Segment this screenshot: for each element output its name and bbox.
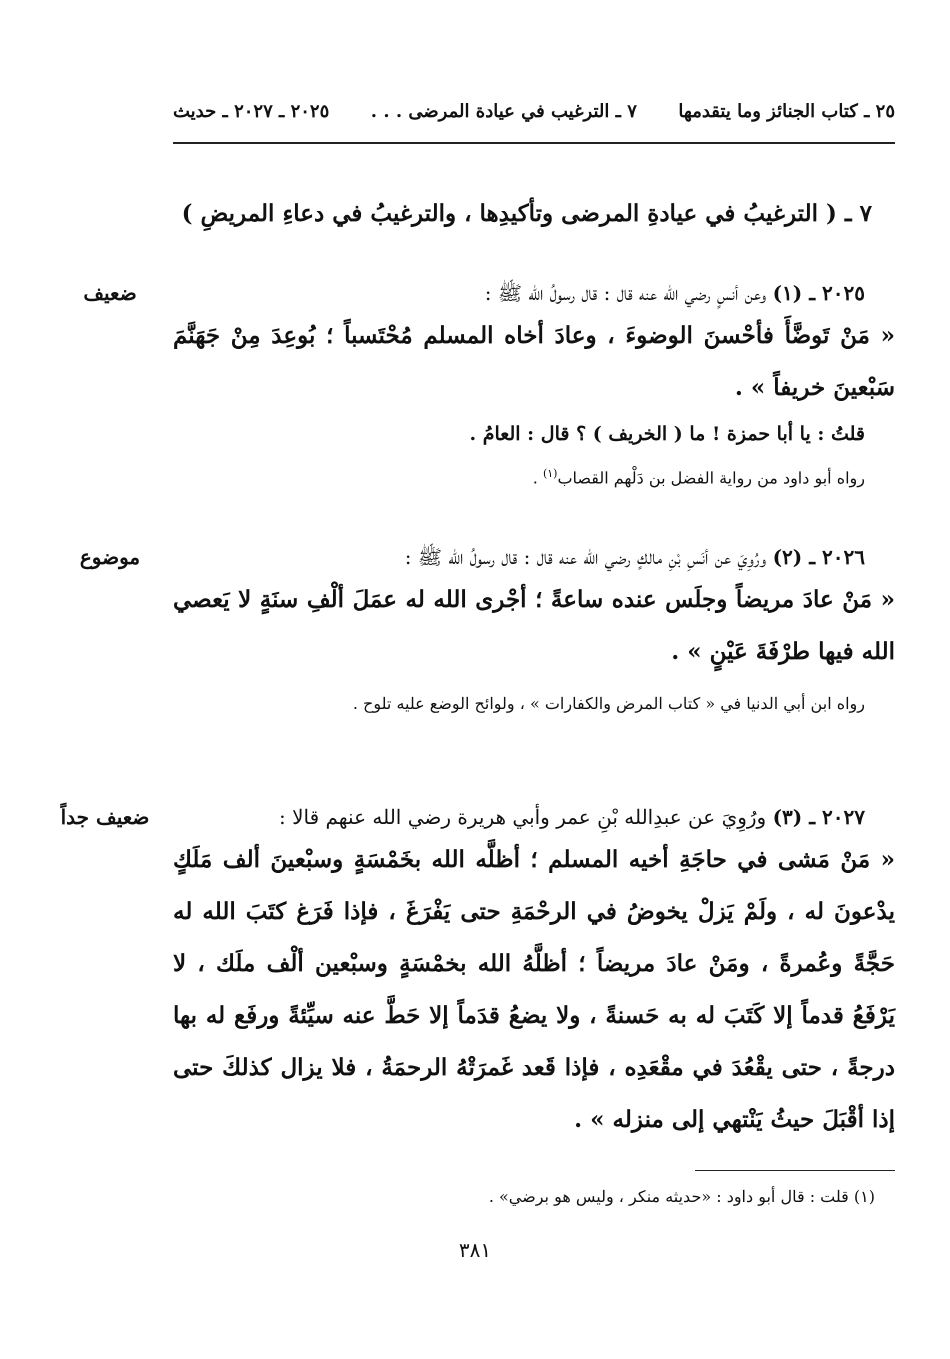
hadith-entry (173, 540, 895, 724)
footnote-divider (695, 1170, 895, 1171)
hadith-source: رواه أبو داود من رواية الفضل بن دَلْهم القصاب (557, 468, 865, 488)
hadith-note: قلتُ : يا أبا حمزة ! ما ( الخريف ) ؟ قال : العامُ . (469, 423, 865, 445)
hadith-intro: ورُوِيَ عن عبدِالله بْنِ عمر وأبي هريرة رضي الله عنهم قالا : (278, 805, 767, 829)
hadith-entry (173, 276, 895, 498)
hadith-intro-line (173, 540, 895, 574)
hadith-text: « مَنْ تَوضَّأَ فأحْسنَ الوضوءَ ، وعادَ أخاه المسلم مُحْتَسباً ؛ بُوعِدَ مِنْ جَهَنَّمَ سَبْعينَ خريفاً » . (173, 322, 895, 401)
chapter-title: ٧ ـ ( الترغيبُ في عيادةِ المرضى وتأكيدِها ، والترغيبُ في دعاءِ المريضِ ) (181, 200, 872, 227)
hadith-number: ٢٠٢٦ ـ (٢) (772, 545, 865, 569)
hadith-number: ٢٠٢٧ ـ (٣) (772, 805, 865, 829)
header-book-title: ٢٥ ـ كتاب الجنائز وما يتقدمها (678, 100, 895, 122)
hadith-intro: ورُوِيَ عن أنَسِ بْنِ مالكٍ رضي الله عنه قال : قال رسولُ الله ﷺ : (404, 545, 767, 569)
hadith-number: ٢٠٢٥ ـ (١) (772, 281, 865, 305)
hadith-source: رواه ابن أبي الدنيا في « كتاب المرض والكفارات » ، ولوائح الوضع عليه تلوح . (352, 694, 865, 713)
footnote: (١) قلت : قال أبو داود : «حديثه منكر ، وليس هو برضي» . (488, 1187, 875, 1206)
hadith-entry (173, 800, 895, 1146)
hadith-text: « مَنْ مَشى في حاجَةِ أخيه المسلم ؛ أظلَّه الله بخَمْسَةٍ وسبْعينَ ألف مَلَكٍ يدْعونَ له ، ولَمْ يَزلْ يخوضُ في الرحْمَةِ حتى يَفْرَغَ ، فإذا فَرَغ كتَبَ الله له حَجَّةً وعُمرةً ، ومَنْ عادَ مريضاً ؛ أظلَّهُ الله بخمْسَةٍ وسبْعين ألْف ملَك ، لا يَرْفَعُ قدماً إلا كَتَبَ له به حَسنةً ، ولا يضعُ قدَماً إلا حَطَّ عنه سيِّئةً ورفَع له بها درجةً ، حتى يقْعُدَ في مقْعَدِه ، فإذا قَعد غَمرَتْهُ الرحمَةُ ، فلا يزال كذلكَ حتى إذا أقْبَلَ حيثُ يَنْتهي إلى منزله » . (173, 846, 895, 1133)
hadith-grade: موضوع (79, 545, 141, 569)
hadith-grade: ضعيف (83, 281, 137, 305)
footnote-marker: (١) (542, 467, 558, 480)
header-hadith-range: ٢٠٢٥ ـ ٢٠٢٧ ـ حديث (173, 100, 330, 122)
hadith-grade: ضعيف جداً (60, 805, 150, 829)
hadith-source-line: رواه أبو داود من رواية الفضل بن دَلْهم القصاب$^{(١)}$ . (532, 467, 865, 488)
header-divider (173, 142, 895, 144)
page-number: ٣٨١ (458, 1238, 492, 1262)
running-header (173, 96, 895, 126)
hadith-intro-line (173, 800, 895, 834)
hadith-intro: وعن أنسٍ رضي الله عنه قال : قال رسولُ الله ﷺ : (484, 281, 767, 305)
header-chapter-title: ٧ ـ الترغيب في عيادة المرضى . . . (370, 100, 637, 122)
hadith-intro-line (173, 276, 895, 310)
hadith-text: « مَنْ عادَ مريضاً وجلَس عنده ساعةً ؛ أجْرى الله له عمَلَ ألْفِ سنَةٍ لا يَعصي الله فيها طرْفَةَ عَيْنٍ » . (173, 586, 895, 665)
